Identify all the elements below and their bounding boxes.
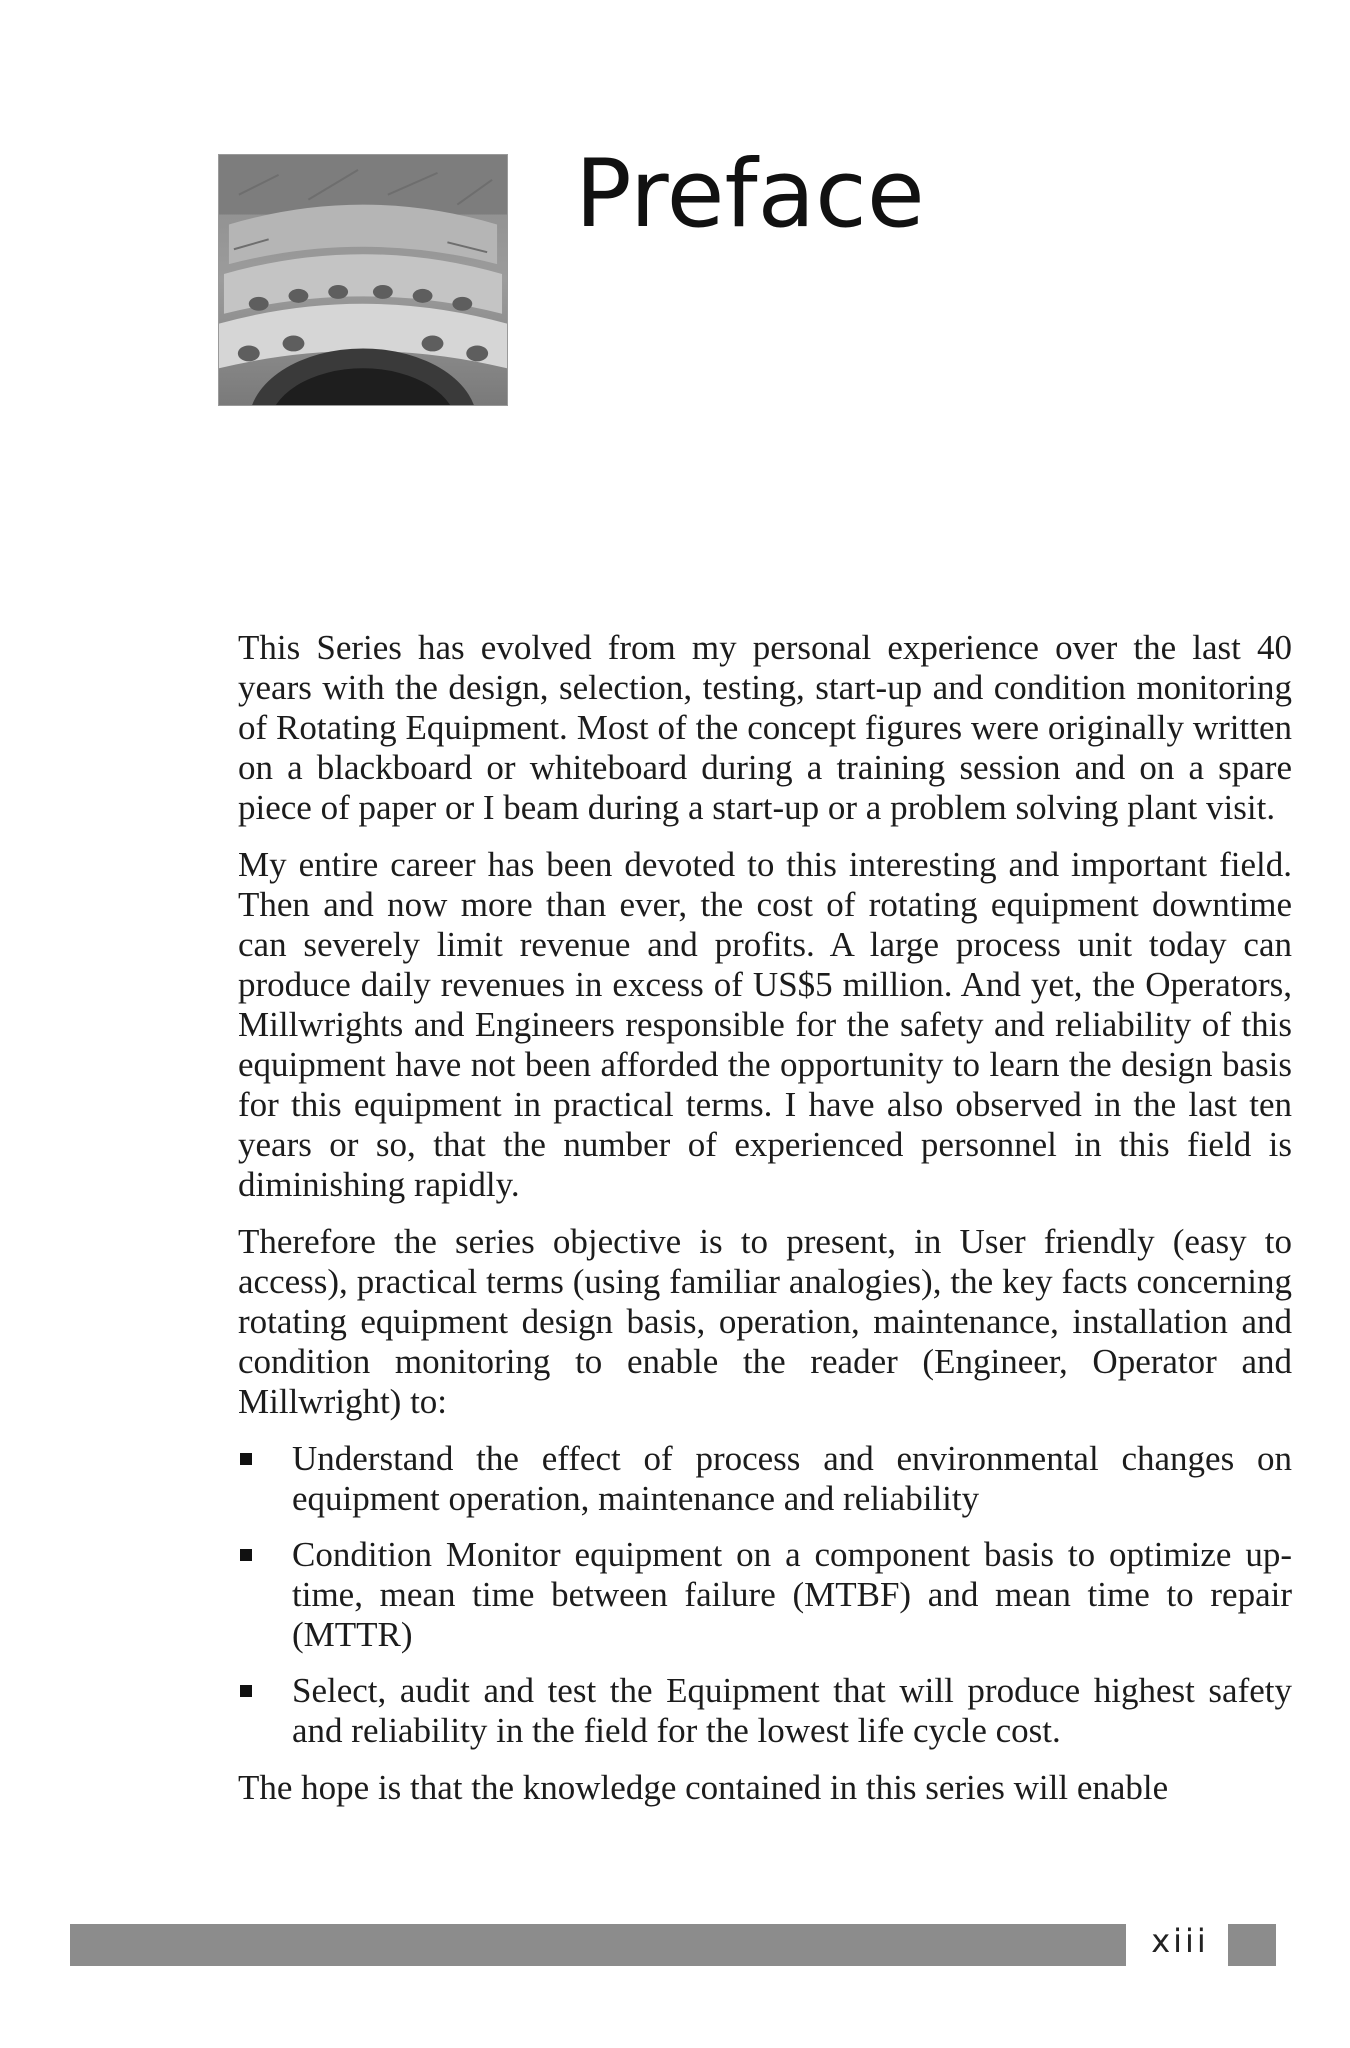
list-item-text: Condition Monitor equipment on a component basis to optimize up-time, mean time between failure (MTBF) and mean time to repair (MTTR) [292,1535,1292,1654]
page-number: xiii [1151,1922,1209,1960]
list-item-text: Select, audit and test the Equipment that will produce highest safety and reliability in the field for the lowest life cycle cost. [292,1671,1292,1750]
list-item [238,1535,1292,1655]
square-bullet-icon [240,1549,252,1561]
footer-block [1228,1924,1276,1966]
list-item [238,1671,1292,1751]
paragraph: Therefore the series objective is to present, in User friendly (easy to access), practical terms (using familiar analogies), the key facts concerning rotating equipment design basis, operation, maintenance, installation and condition monitoring to enable the reader (Engineer, Operator and Millwright) to: [238,1222,1292,1421]
paragraph: This Series has evolved from my personal experience over the last 40 years with the design, selection, testing, start-up and condition monitoring of Rotating Equipment. Most of the concept figures were originally written on a blackboard or whiteboard during a training session and on a spare piece of paper or I beam during a start-up or a problem solving plant visit. [238,628,1292,827]
list-item [238,1439,1292,1519]
bullet-list [238,1439,1292,1751]
page-title: Preface [575,140,925,249]
square-bullet-icon [240,1685,252,1697]
footer-bar [70,1924,1126,1966]
paragraph: My entire career has been devoted to this interesting and important field. Then and now more than ever, the cost of rotating equipment downtime can severely limit revenue and profits. A large process unit today can produce daily revenues in excess of US$5 million. And yet, the Operators, Millwrights and Engineers responsible for the safety and reliability of this equipment have not been afforded the opportunity to learn the design basis for this equipment in practical terms. I have also observed in the last ten years or so, that the number of experienced personnel in this field is diminishing rapidly. [238,845,1292,1204]
list-item-text: Understand the effect of process and environmental changes on equipment operation, maintenance and reliability [292,1439,1292,1518]
body-text [238,628,1292,1825]
chapter-photo [218,154,508,406]
closing-paragraph: The hope is that the knowledge contained in this series will enable [238,1768,1169,1807]
square-bullet-icon [240,1453,252,1465]
